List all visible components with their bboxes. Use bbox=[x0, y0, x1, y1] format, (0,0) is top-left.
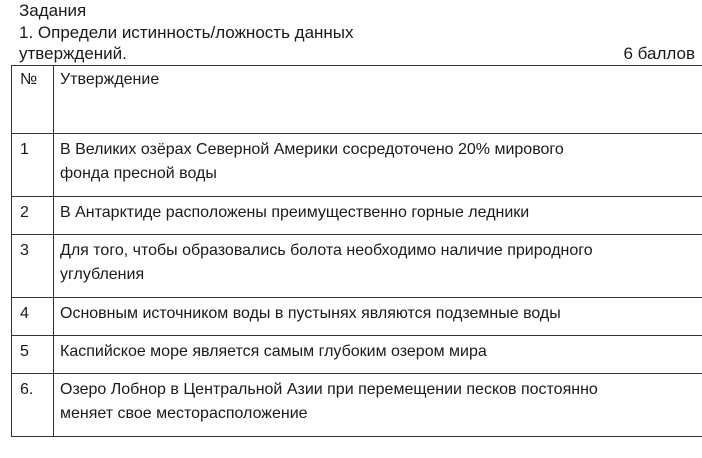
row-number: 6. bbox=[12, 374, 54, 437]
table-row bbox=[12, 298, 702, 336]
table-header-row bbox=[12, 66, 702, 134]
statement-line: Каспийское море является самым глубоким озером мира bbox=[60, 343, 487, 360]
column-header-statement: Утверждение bbox=[54, 66, 702, 134]
column-header-number: № bbox=[12, 66, 54, 134]
table-row bbox=[12, 197, 702, 235]
statement-line: Основным источником воды в пустынях являются подземные воды bbox=[60, 305, 561, 322]
table-row bbox=[12, 235, 702, 298]
row-statement bbox=[54, 134, 702, 197]
table-row bbox=[12, 374, 702, 437]
row-number: 1 bbox=[12, 134, 54, 197]
statement-line: В Антарктиде расположены преимущественно горные ледники bbox=[60, 204, 530, 221]
row-statement bbox=[54, 235, 702, 298]
task-title: 1. Определи истинность/ложность данных bbox=[19, 23, 354, 42]
row-number: 4 bbox=[12, 298, 54, 336]
task-title-continuation: утверждений. bbox=[19, 44, 127, 63]
row-statement bbox=[54, 298, 702, 336]
statement-line: В Великих озёрах Северной Америки сосредоточено 20% мирового bbox=[60, 141, 564, 158]
statement-line: Озеро Лобнор в Центральной Азии при перемещении песков постоянно bbox=[60, 381, 598, 398]
statement-line: меняет свое месторасположение bbox=[60, 405, 308, 422]
table-row bbox=[12, 336, 702, 374]
statements-table bbox=[11, 65, 702, 437]
section-title: Задания bbox=[19, 1, 87, 20]
statement-line: Для того, чтобы образовались болота необходимо наличие природного bbox=[60, 242, 593, 259]
row-statement bbox=[54, 336, 702, 374]
points-label: 6 баллов bbox=[623, 44, 695, 63]
statement-line: углубления bbox=[60, 266, 145, 283]
statement-line: фонда пресной воды bbox=[60, 165, 217, 182]
table-row bbox=[12, 134, 702, 197]
row-number: 3 bbox=[12, 235, 54, 298]
row-statement bbox=[54, 197, 702, 235]
row-number: 5 bbox=[12, 336, 54, 374]
row-number: 2 bbox=[12, 197, 54, 235]
row-statement bbox=[54, 374, 702, 437]
